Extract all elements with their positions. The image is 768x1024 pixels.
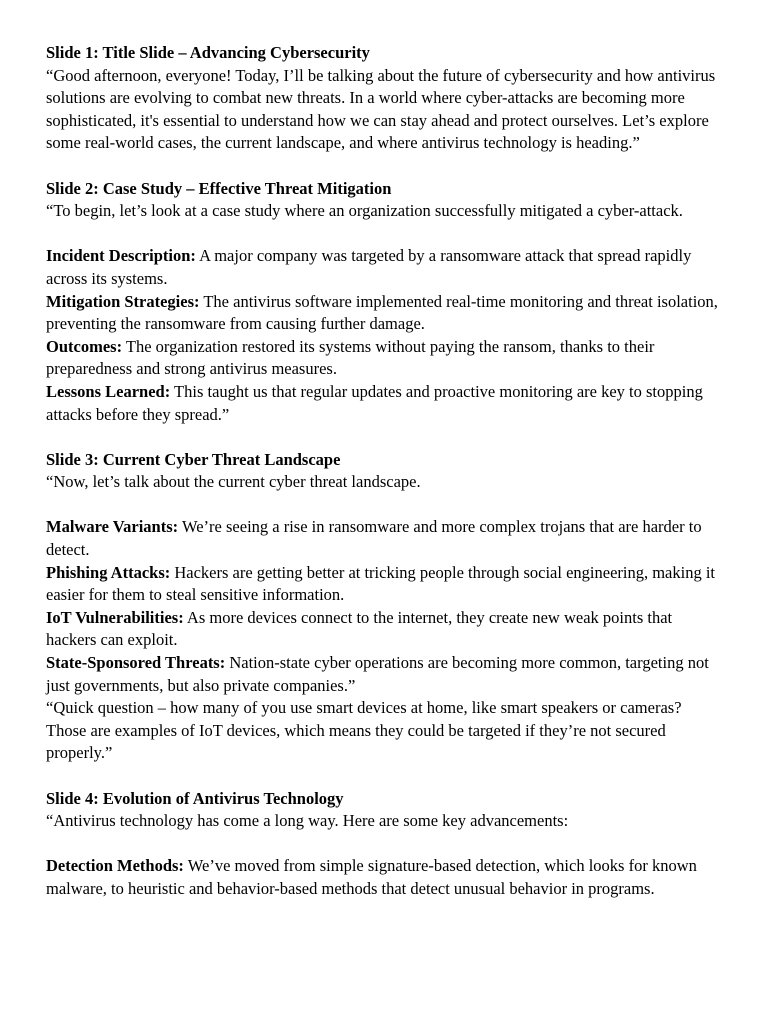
item-text: The organization restored its systems without paying the ransom, thanks to their preparedness and strong antivirus measures. — [46, 336, 655, 379]
item-term: Outcomes: — [46, 336, 123, 356]
slide-4-item-detection — [46, 855, 722, 900]
slide-3-item-state — [46, 652, 722, 697]
slide-1-title: Slide 1: Title Slide – Advancing Cybersecurity — [46, 43, 370, 62]
slide-2-title: Slide 2: Case Study – Effective Threat Mitigation — [46, 178, 392, 198]
slide-3-title: Slide 3: Current Cyber Threat Landscape — [46, 449, 341, 469]
slide-3-closing: “Quick question – how many of you use smart devices at home, like smart speakers or cameras? Those are examples of IoT devices, which means they could be targeted if they’re not secured properly.” — [46, 698, 682, 763]
item-term: State-Sponsored Threats: — [46, 653, 226, 673]
slide-4-title: Slide 4: Evolution of Antivirus Technology — [46, 788, 344, 808]
slide-2-intro: “To begin, let’s look at a case study where an organization successfully mitigated a cyber-attack. — [46, 201, 683, 221]
slide-4-intro: “Antivirus technology has come a long way. Here are some key advancements: — [46, 811, 569, 831]
slide-1-section — [46, 42, 722, 155]
slide-3-intro: “Now, let’s talk about the current cyber threat landscape. — [46, 472, 421, 492]
item-text: The antivirus software implemented real-time monitoring and threat isolation, preventing the ransomware from causing further damage. — [46, 291, 718, 334]
slide-2-item-outcomes — [46, 336, 722, 381]
item-term: Detection Methods: — [46, 856, 184, 876]
spacer — [46, 494, 722, 517]
item-text: We’re seeing a rise in ransomware and more complex trojans that are harder to detect. — [46, 517, 702, 560]
item-term: Lessons Learned: — [46, 381, 171, 401]
item-text: As more devices connect to the internet, they create new weak points that hackers can exploit. — [46, 607, 673, 650]
item-text: This taught us that regular updates and proactive monitoring are key to stopping attacks before they spread.” — [46, 381, 703, 424]
item-text: A major company was targeted by a ransomware attack that spread rapidly across its systems. — [46, 246, 692, 288]
item-term: Phishing Attacks: — [46, 562, 171, 582]
item-term: Mitigation Strategies: — [46, 291, 200, 311]
item-text: We’ve moved from simple signature-based detection, which looks for known malware, to heuristic and behavior-based methods that detect unusual behavior in programs. — [46, 856, 697, 898]
slide-1-intro: “Good afternoon, everyone! Today, I’ll be talking about the future of cybersecurity and how antivirus solutions are evolving to combat new threats. In a world where cyber-attacks are becoming more sophisticated, it's essential to understand how we can stay ahead and protect ourselves. Let’s explore some real-world cases, the current landscape, and where antivirus technology is heading.” — [46, 65, 716, 153]
spacer — [46, 223, 722, 246]
slide-4-section — [46, 788, 722, 901]
item-text: Nation-state cyber operations are becoming more common, targeting not just governments, but also private companies.” — [46, 653, 709, 695]
slide-3-item-malware — [46, 516, 722, 561]
slide-2-section — [46, 178, 722, 427]
item-term: Malware Variants: — [46, 517, 179, 537]
slide-2-item-incident — [46, 245, 722, 290]
item-text: Hackers are getting better at tricking people through social engineering, making it easier for them to steal sensitive information. — [46, 562, 716, 605]
item-term: IoT Vulnerabilities: — [46, 607, 184, 627]
slide-3-section — [46, 449, 722, 765]
item-term: Incident Description: — [46, 246, 196, 266]
slide-3-item-iot — [46, 607, 722, 652]
slide-2-item-mitigation — [46, 291, 722, 336]
slide-3-item-phishing — [46, 562, 722, 607]
slide-2-item-lessons — [46, 381, 722, 426]
spacer — [46, 833, 722, 856]
